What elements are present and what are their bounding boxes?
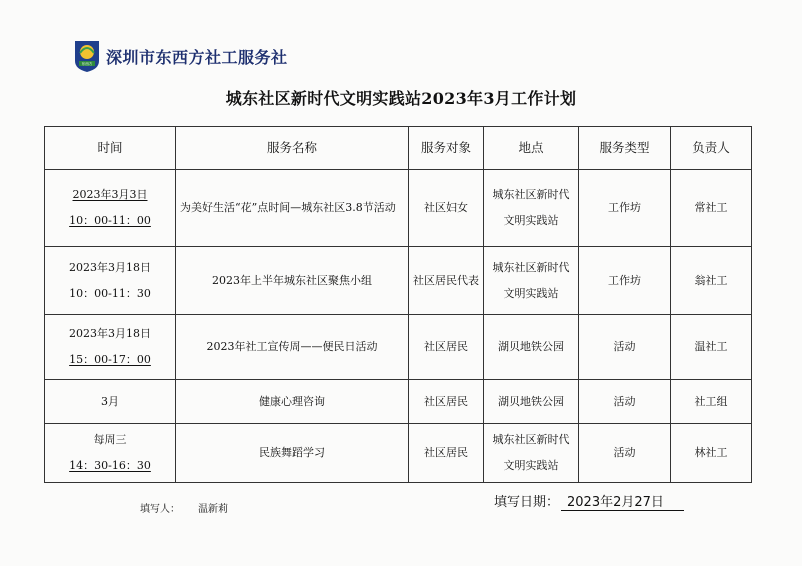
cell-time: [45, 170, 176, 247]
header-type: 服务类型: [579, 127, 671, 170]
cell-hours: 10：00-11：30: [69, 286, 151, 300]
cell-target: 社区居民: [409, 380, 484, 424]
cell-date: 2023年3月3日: [72, 188, 148, 201]
date-label: 填写日期：: [494, 495, 560, 510]
header-target: 服务对象: [409, 127, 484, 170]
cell-date: 每周三: [93, 433, 127, 446]
table-row: [45, 424, 752, 483]
cell-service-name: 健康心理咨询: [176, 380, 409, 424]
fill-date: [494, 491, 684, 511]
org-name: 深圳市东西方社工服务社: [106, 47, 288, 67]
cell-type: 工作坊: [579, 170, 671, 247]
cell-hours: 15：00-17：00: [69, 353, 151, 366]
header-time: 时间: [45, 127, 176, 170]
date-value: 2023年2月27日: [561, 491, 684, 511]
cell-time: [45, 380, 176, 424]
cell-owner: 常社工: [671, 170, 752, 247]
cell-type: 活动: [579, 380, 671, 424]
cell-location: 城东社区新时代文明实践站: [484, 170, 579, 247]
header-owner: 负责人: [671, 127, 752, 170]
filler-info: [140, 500, 246, 515]
document-title: 城东社区新时代文明实践站2023年3月工作计划: [225, 89, 577, 108]
logo-text: 东西方: [81, 62, 93, 67]
cell-time: [45, 247, 176, 315]
cell-date: 3月: [101, 394, 119, 408]
cell-service-name: 民族舞蹈学习: [176, 424, 409, 483]
cell-time: [45, 424, 176, 483]
table-row: [45, 170, 752, 247]
header-service-name: 服务名称: [176, 127, 409, 170]
cell-location: 湖贝地铁公园: [484, 315, 579, 380]
table-row: [45, 315, 752, 380]
filler-label: 填写人：: [140, 504, 180, 515]
cell-owner: 温社工: [671, 315, 752, 380]
cell-service-name: 为美好生活“花”点时间—城东社区3.8节活动: [176, 170, 409, 247]
cell-hours: 14：30-16：30: [69, 459, 151, 472]
cell-owner: 翁社工: [671, 247, 752, 315]
cell-service-name: 2023年社工宣传周——便民日活动: [176, 315, 409, 380]
cell-target: 社区妇女: [409, 170, 484, 247]
cell-date: 2023年3月18日: [69, 327, 151, 340]
org-logo-icon: [72, 39, 102, 73]
cell-target: 社区居民代表: [409, 247, 484, 315]
cell-target: 社区居民: [409, 424, 484, 483]
cell-owner: 林社工: [671, 424, 752, 483]
work-plan-table: [44, 126, 752, 483]
cell-type: 活动: [579, 315, 671, 380]
filler-name: 温新莉: [198, 504, 228, 515]
cell-type: 活动: [579, 424, 671, 483]
cell-hours: 10：00-11：00: [69, 214, 151, 227]
header-location: 地点: [484, 127, 579, 170]
org-header: [72, 39, 288, 73]
cell-owner: 社工组: [671, 380, 752, 424]
cell-target: 社区居民: [409, 315, 484, 380]
table-row: [45, 247, 752, 315]
cell-location: 城东社区新时代文明实践站: [484, 247, 579, 315]
table-header-row: [45, 127, 752, 170]
table-row: [45, 380, 752, 424]
cell-time: [45, 315, 176, 380]
cell-type: 工作坊: [579, 247, 671, 315]
cell-service-name: 2023年上半年城东社区聚焦小组: [176, 247, 409, 315]
cell-date: 2023年3月18日: [69, 260, 151, 274]
cell-location: 城东社区新时代文明实践站: [484, 424, 579, 483]
cell-location: 湖贝地铁公园: [484, 380, 579, 424]
